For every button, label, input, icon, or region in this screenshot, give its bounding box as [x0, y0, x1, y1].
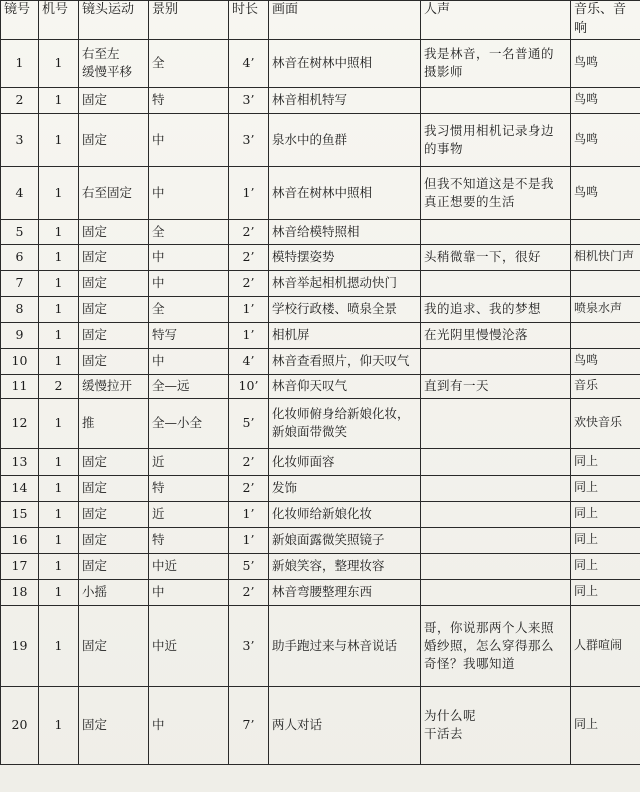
shot-scale-cell: 中	[149, 579, 229, 605]
camera-movement-cell: 固定	[79, 553, 149, 579]
shot-number-cell: 19	[1, 605, 39, 686]
duration-cell: 2’	[229, 579, 269, 605]
picture-cell: 林音相机特写	[269, 87, 421, 113]
shot-scale-cell: 中	[149, 113, 229, 166]
camera-number-cell: 1	[39, 219, 79, 244]
picture-cell: 林音给模特照相	[269, 219, 421, 244]
camera-number-cell: 1	[39, 501, 79, 527]
shot-scale-cell: 中近	[149, 553, 229, 579]
picture-cell: 林音仰天叹气	[269, 374, 421, 398]
picture-cell: 模特摆姿势	[269, 244, 421, 270]
camera-number-cell: 1	[39, 113, 79, 166]
camera-number-cell: 1	[39, 296, 79, 322]
camera-movement-cell: 固定	[79, 113, 149, 166]
camera-number-cell: 1	[39, 579, 79, 605]
shot-number-cell: 10	[1, 348, 39, 374]
camera-movement-cell: 固定	[79, 448, 149, 475]
shot-number-cell: 13	[1, 448, 39, 475]
table-row	[1, 398, 640, 448]
picture-cell: 新娘面露微笑照镜子	[269, 527, 421, 553]
table-row	[1, 374, 640, 398]
camera-number-cell: 1	[39, 475, 79, 501]
shot-number-cell: 18	[1, 579, 39, 605]
voice-cell: 我的追求、我的梦想	[421, 296, 571, 322]
picture-cell: 化妆师面容	[269, 448, 421, 475]
picture-cell: 新娘笑容，整理妆容	[269, 553, 421, 579]
table-row	[1, 270, 640, 296]
music-sound-cell: 欢快音乐	[571, 398, 640, 448]
shot-scale-cell: 全	[149, 39, 229, 87]
voice-cell: 在光阴里慢慢沦落	[421, 322, 571, 348]
shot-scale-cell: 中	[149, 166, 229, 219]
duration-cell: 1’	[229, 322, 269, 348]
picture-cell: 林音在树林中照相	[269, 39, 421, 87]
camera-number-cell: 1	[39, 322, 79, 348]
shot-number-cell: 5	[1, 219, 39, 244]
header-camera-movement: 镜头运动	[79, 1, 149, 40]
voice-cell: 头稍微靠一下，很好	[421, 244, 571, 270]
shot-rows	[1, 39, 640, 764]
shot-number-cell: 16	[1, 527, 39, 553]
camera-number-cell: 2	[39, 374, 79, 398]
voice-cell	[421, 398, 571, 448]
music-sound-cell	[571, 270, 640, 296]
shot-number-cell: 9	[1, 322, 39, 348]
shot-number-cell: 17	[1, 553, 39, 579]
camera-movement-cell: 固定	[79, 501, 149, 527]
header-music-sound: 音乐、音响	[571, 1, 640, 40]
music-sound-cell: 相机快门声	[571, 244, 640, 270]
picture-cell: 学校行政楼、喷泉全景	[269, 296, 421, 322]
duration-cell: 2’	[229, 448, 269, 475]
camera-movement-cell: 固定	[79, 87, 149, 113]
header-picture: 画面	[269, 1, 421, 40]
camera-number-cell: 1	[39, 553, 79, 579]
music-sound-cell: 鸟鸣	[571, 87, 640, 113]
camera-number-cell: 1	[39, 527, 79, 553]
camera-movement-cell: 固定	[79, 348, 149, 374]
duration-cell: 5’	[229, 398, 269, 448]
shot-number-cell: 1	[1, 39, 39, 87]
voice-cell: 哥，你说那两个人来照 婚纱照，怎么穿得那么 奇怪？我哪知道	[421, 605, 571, 686]
camera-number-cell: 1	[39, 448, 79, 475]
table-row	[1, 219, 640, 244]
duration-cell: 2’	[229, 270, 269, 296]
camera-movement-cell: 推	[79, 398, 149, 448]
camera-number-cell: 1	[39, 398, 79, 448]
voice-cell: 为什么呢 干活去	[421, 686, 571, 764]
music-sound-cell: 同上	[571, 527, 640, 553]
music-sound-cell: 同上	[571, 686, 640, 764]
header-camera-number: 机号	[39, 1, 79, 40]
voice-cell	[421, 501, 571, 527]
camera-movement-cell: 缓慢拉开	[79, 374, 149, 398]
table-row	[1, 553, 640, 579]
voice-cell: 直到有一天	[421, 374, 571, 398]
music-sound-cell: 同上	[571, 501, 640, 527]
table-row	[1, 296, 640, 322]
camera-movement-cell: 小摇	[79, 579, 149, 605]
picture-cell: 化妆师给新娘化妆	[269, 501, 421, 527]
camera-number-cell: 1	[39, 270, 79, 296]
camera-movement-cell: 固定	[79, 296, 149, 322]
picture-cell: 化妆师俯身给新娘化妆， 新娘面带微笑	[269, 398, 421, 448]
voice-cell: 我是林音，一名普通的 摄影师	[421, 39, 571, 87]
duration-cell: 1’	[229, 501, 269, 527]
duration-cell: 10’	[229, 374, 269, 398]
camera-movement-cell: 固定	[79, 686, 149, 764]
music-sound-cell: 鸟鸣	[571, 166, 640, 219]
header-shot-scale: 景别	[149, 1, 229, 40]
picture-cell: 林音在树林中照相	[269, 166, 421, 219]
header-row	[1, 1, 640, 40]
picture-cell: 相机屏	[269, 322, 421, 348]
music-sound-cell	[571, 219, 640, 244]
voice-cell	[421, 87, 571, 113]
duration-cell: 2’	[229, 475, 269, 501]
camera-movement-cell: 固定	[79, 322, 149, 348]
duration-cell: 2’	[229, 219, 269, 244]
duration-cell: 1’	[229, 166, 269, 219]
shot-scale-cell: 中	[149, 270, 229, 296]
duration-cell: 3’	[229, 87, 269, 113]
voice-cell	[421, 553, 571, 579]
voice-cell: 我习惯用相机记录身边 的事物	[421, 113, 571, 166]
duration-cell: 3’	[229, 605, 269, 686]
picture-cell: 助手跑过来与林音说话	[269, 605, 421, 686]
table-row	[1, 605, 640, 686]
header-duration: 时长	[229, 1, 269, 40]
camera-movement-cell: 固定	[79, 475, 149, 501]
duration-cell: 1’	[229, 527, 269, 553]
shot-scale-cell: 全	[149, 296, 229, 322]
table-row	[1, 87, 640, 113]
voice-cell: 但我不知道这是不是我 真正想要的生活	[421, 166, 571, 219]
shot-number-cell: 6	[1, 244, 39, 270]
shot-scale-cell: 全—远	[149, 374, 229, 398]
table-row	[1, 39, 640, 87]
voice-cell	[421, 348, 571, 374]
shot-number-cell: 12	[1, 398, 39, 448]
shot-scale-cell: 全	[149, 219, 229, 244]
picture-cell: 林音查看照片，仰天叹气	[269, 348, 421, 374]
voice-cell	[421, 219, 571, 244]
shot-scale-cell: 全—小全	[149, 398, 229, 448]
voice-cell	[421, 579, 571, 605]
music-sound-cell: 鸟鸣	[571, 39, 640, 87]
table-row	[1, 113, 640, 166]
voice-cell	[421, 448, 571, 475]
camera-number-cell: 1	[39, 605, 79, 686]
table-row	[1, 322, 640, 348]
shot-number-cell: 15	[1, 501, 39, 527]
shot-scale-cell: 中	[149, 348, 229, 374]
shot-scale-cell: 特写	[149, 322, 229, 348]
shot-scale-cell: 近	[149, 501, 229, 527]
table-row	[1, 527, 640, 553]
camera-movement-cell: 固定	[79, 244, 149, 270]
music-sound-cell: 同上	[571, 553, 640, 579]
camera-number-cell: 1	[39, 87, 79, 113]
header-voice: 人声	[421, 1, 571, 40]
picture-cell: 泉水中的鱼群	[269, 113, 421, 166]
shot-scale-cell: 特	[149, 475, 229, 501]
camera-movement-cell: 固定	[79, 270, 149, 296]
table-row	[1, 166, 640, 219]
shot-number-cell: 14	[1, 475, 39, 501]
shot-number-cell: 2	[1, 87, 39, 113]
shot-number-cell: 7	[1, 270, 39, 296]
music-sound-cell: 音乐	[571, 374, 640, 398]
table-row	[1, 448, 640, 475]
camera-movement-cell: 右至固定	[79, 166, 149, 219]
shot-scale-cell: 特	[149, 87, 229, 113]
shot-scale-cell: 中	[149, 244, 229, 270]
header-shot-number: 镜号	[1, 1, 39, 40]
shot-number-cell: 8	[1, 296, 39, 322]
shot-number-cell: 4	[1, 166, 39, 219]
shot-scale-cell: 中近	[149, 605, 229, 686]
shot-scale-cell: 特	[149, 527, 229, 553]
table-row	[1, 501, 640, 527]
duration-cell: 1’	[229, 296, 269, 322]
shot-number-cell: 20	[1, 686, 39, 764]
picture-cell: 两人对话	[269, 686, 421, 764]
table-row	[1, 475, 640, 501]
duration-cell: 3’	[229, 113, 269, 166]
music-sound-cell: 同上	[571, 448, 640, 475]
music-sound-cell: 人群喧闹	[571, 605, 640, 686]
picture-cell: 林音举起相机摁动快门	[269, 270, 421, 296]
camera-movement-cell: 固定	[79, 605, 149, 686]
shot-number-cell: 11	[1, 374, 39, 398]
duration-cell: 5’	[229, 553, 269, 579]
voice-cell	[421, 475, 571, 501]
shot-number-cell: 3	[1, 113, 39, 166]
voice-cell	[421, 527, 571, 553]
picture-cell: 发饰	[269, 475, 421, 501]
camera-movement-cell: 固定	[79, 219, 149, 244]
duration-cell: 4’	[229, 39, 269, 87]
duration-cell: 4’	[229, 348, 269, 374]
camera-number-cell: 1	[39, 39, 79, 87]
duration-cell: 7’	[229, 686, 269, 764]
music-sound-cell: 同上	[571, 475, 640, 501]
table-row	[1, 579, 640, 605]
camera-number-cell: 1	[39, 686, 79, 764]
camera-number-cell: 1	[39, 348, 79, 374]
picture-cell: 林音弯腰整理东西	[269, 579, 421, 605]
music-sound-cell: 鸟鸣	[571, 348, 640, 374]
table-row	[1, 244, 640, 270]
duration-cell: 2’	[229, 244, 269, 270]
shot-scale-cell: 近	[149, 448, 229, 475]
table-row	[1, 348, 640, 374]
shot-scale-cell: 中	[149, 686, 229, 764]
music-sound-cell	[571, 322, 640, 348]
camera-number-cell: 1	[39, 244, 79, 270]
voice-cell	[421, 270, 571, 296]
music-sound-cell: 鸟鸣	[571, 113, 640, 166]
music-sound-cell: 喷泉水声	[571, 296, 640, 322]
camera-movement-cell: 右至左 缓慢平移	[79, 39, 149, 87]
table-row	[1, 686, 640, 764]
music-sound-cell: 同上	[571, 579, 640, 605]
camera-number-cell: 1	[39, 166, 79, 219]
camera-movement-cell: 固定	[79, 527, 149, 553]
